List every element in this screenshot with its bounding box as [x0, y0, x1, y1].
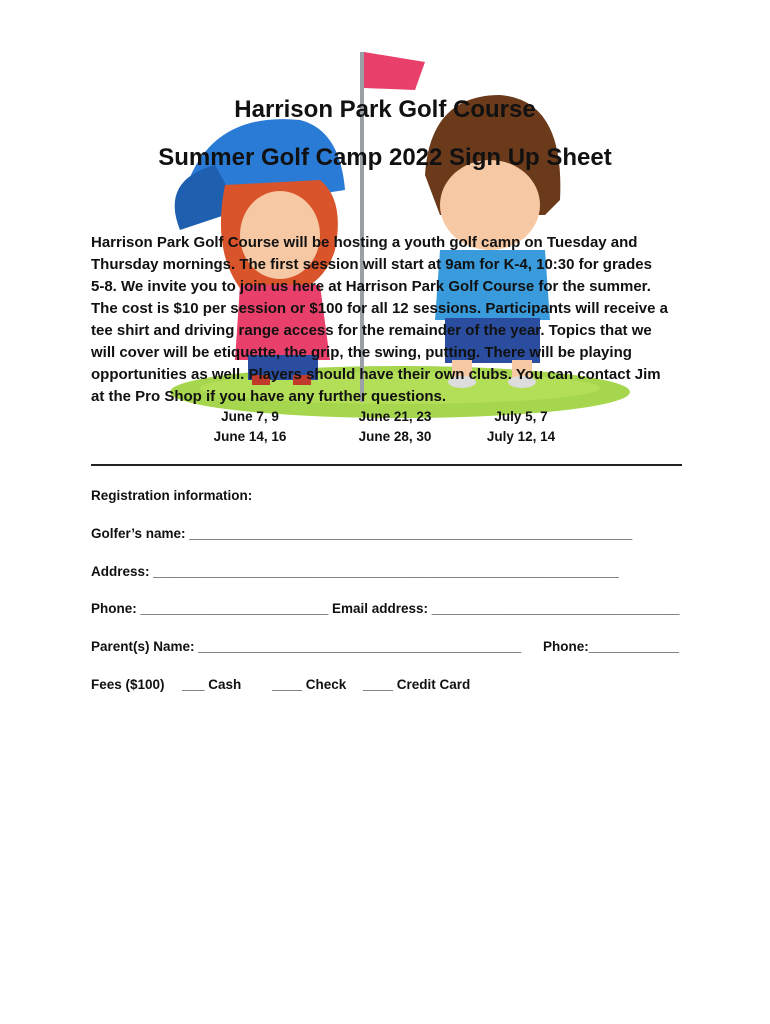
- intro-line: Harrison Park Golf Course will be hosting a youth golf camp on Tuesday and: [91, 234, 638, 251]
- fee-check-option[interactable]: ____ Check: [272, 677, 347, 692]
- session-dates: June 14, 16: [213, 429, 287, 444]
- intro-line: tee shirt and driving range access for the remainder of the year. Topics that we: [91, 322, 652, 339]
- parent-name-field[interactable]: Parent(s) Name: ___________________________________________: [91, 639, 522, 654]
- page-title: Harrison Park Golf Course: [234, 96, 536, 123]
- fees-label: Fees ($100): [91, 677, 165, 692]
- fee-credit-card-option[interactable]: ____ Credit Card: [363, 677, 471, 692]
- intro-line: The cost is $10 per session or $100 for all 12 sessions. Participants will receive a: [91, 300, 668, 317]
- session-dates: July 12, 14: [486, 429, 556, 444]
- intro-line: Thursday mornings. The first session will start at 9am for K-4, 10:30 for grades: [91, 256, 652, 273]
- session-dates: July 5, 7: [494, 409, 548, 424]
- address-field[interactable]: Address: ______________________________________________________________: [91, 564, 619, 579]
- flag-icon: [364, 52, 425, 90]
- phone-email-field[interactable]: Phone: _________________________ Email address: _________________________________: [91, 601, 680, 616]
- page-subtitle: Summer Golf Camp 2022 Sign Up Sheet: [158, 144, 612, 171]
- intro-line: will cover will be etiquette, the grip, the swing, putting. There will be playing: [91, 344, 632, 361]
- session-dates: June 7, 9: [221, 409, 279, 424]
- parent-phone-field[interactable]: Phone:____________: [543, 639, 679, 654]
- intro-line: 5-8. We invite you to join us here at Harrison Park Golf Course for the summer.: [91, 278, 651, 295]
- session-dates: June 21, 23: [358, 409, 432, 424]
- dates-column-june-early: [200, 407, 300, 447]
- divider: [91, 464, 682, 466]
- registration-heading: Registration information:: [91, 488, 253, 503]
- dates-column-june-late: [340, 407, 450, 447]
- dates-column-july: [476, 407, 566, 447]
- intro-paragraph: [91, 232, 691, 408]
- session-dates: June 28, 30: [358, 429, 432, 444]
- intro-line: at the Pro Shop if you have any further questions.: [91, 388, 447, 405]
- intro-line: opportunities as well. Players should have their own clubs. You can contact Jim: [91, 366, 661, 383]
- fee-cash-option[interactable]: ___ Cash: [182, 677, 242, 692]
- golfer-name-field[interactable]: Golfer’s name: ___________________________________________________________: [91, 526, 633, 541]
